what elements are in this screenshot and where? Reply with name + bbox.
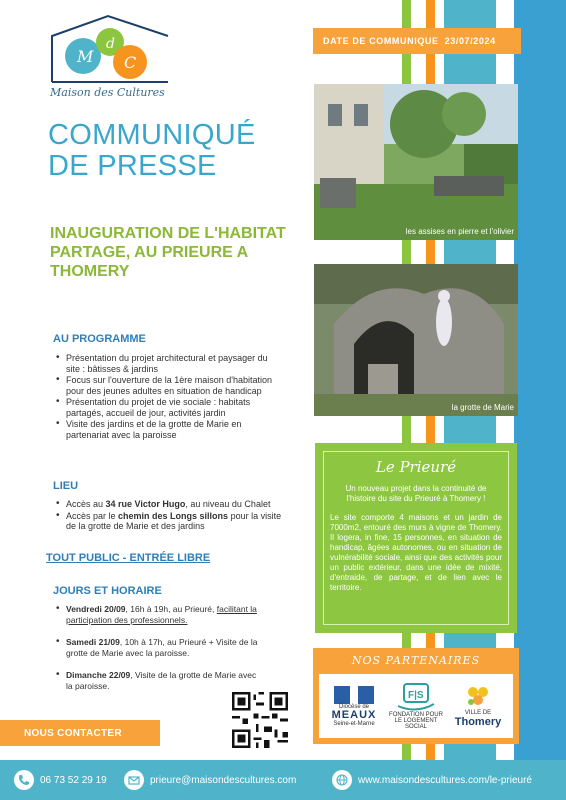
prieure-intro: Un nouveau projet dans la continuité de l'histoire du site du Prieuré à Thomery ! [345,484,487,503]
photo-garden [314,84,518,240]
logo-letter-c: C [124,53,137,72]
schedule-note: facilitant la participation des professionnels. [66,604,257,625]
lieu-item [54,511,286,532]
programme-item: • Présentation du projet de vie sociale : habitats partagés, accueil de jour, activités jardin [54,397,276,418]
diocese-name: MEAUX [331,708,377,721]
programme-heading: AU PROGRAMME [53,333,146,345]
page-title-line1: COMMUNIQUÉ [48,119,256,151]
prieure-title: Le Prieuré [375,458,457,476]
schedule-list [54,604,260,692]
lieu-address: 34 rue Victor Hugo [105,499,186,509]
logo-letter-m: M [77,47,94,66]
fondation-name: FONDATION POUR LE LOGEMENT SOCIAL [389,712,443,730]
photo-garden-caption: les assises en pierre et l'olivier [405,227,514,236]
partners-logos [319,674,513,738]
schedule-item [54,604,260,625]
lieu-item-text: pour la visite de la grotte de Marie et des jardins [66,510,282,531]
date-label: DATE DE COMMUNIQUE [323,36,439,46]
lieu-path: chemin des Longs sillons [118,510,229,521]
globe-icon [332,770,352,790]
diocese-mark-icon [334,686,374,704]
lieu-item-text: Accès par le [66,510,119,521]
prieure-info-inner [323,451,509,625]
footer-website-text: www.maisondescultures.com/le-prieuré [358,774,532,786]
schedule-heading: JOURS ET HORAIRE [53,585,162,597]
footer-phone-text: 06 73 52 29 19 [40,774,107,786]
ville-thomery-logo [448,678,508,734]
schedule-text: , Visite de la grotte de Marie avec la paroisse. [66,670,257,691]
schedule-text: , 16h à 19h, au Prieuré, [125,604,217,614]
garden-photo-image [314,84,518,240]
email-icon [124,770,144,790]
fondation-logement-logo [386,678,446,734]
date-banner [313,28,521,54]
lieu-item-text: Accès au [66,499,106,509]
lieu-list [54,499,286,533]
decor-stripe-blue [514,0,566,760]
programme-item: • Focus sur l'ouverture de la 1ère maison d'habitation pour des jeunes adultes en situation de handicap [54,375,276,396]
grotto-photo-image [314,264,518,416]
phone-icon [14,770,34,790]
grape-icon [463,684,493,710]
thomery-name: Thomery [454,716,502,728]
diocese-region: Seine-et-Marne [333,720,375,727]
contact-footer [0,760,566,800]
fondation-hand-icon [396,682,436,712]
diocese-meaux-logo [324,678,384,734]
schedule-day: Dimanche 22/09 [66,670,131,680]
prieure-info-box [315,443,517,633]
lieu-item [54,499,286,510]
prieure-description: Le site comporte 4 maisons et un jardin de 7000m2, entouré des murs à vigne de Thomery. Il logera, in fine, 15 personnes, en situation de handicap, âgées autonomes, ou en situation de vulnérabilité sociale, ainsi que des activités pour un public extérieur, dans une idée de mixité, d'entraide, de partage, et de lien avec le territoire. [330,513,502,592]
public-entry-label: TOUT PUBLIC - ENTRÉE LIBRE [46,552,211,564]
photo-grotto-caption: la grotte de Marie [451,403,514,412]
partners-title: NOS PARTENAIRES [351,654,481,667]
page-title [48,120,256,182]
photo-grotto [314,264,518,416]
footer-email-text: prieure@maisondescultures.com [150,774,297,786]
thomery-label: VILLE DE [464,710,492,716]
programme-item: • Visite des jardins et de la grotte de Marie en partenariat avec la paroisse [54,419,276,440]
schedule-text: , 10h à 17h, au Prieuré + Visite de la grotte de Marie avec la paroisse. [66,637,258,658]
schedule-item [54,637,260,658]
programme-list [54,353,276,441]
lieu-heading: LIEU [53,480,79,492]
partners-box [313,648,519,744]
footer-email[interactable] [124,770,332,790]
programme-item: • Présentation du projet architectural et paysager du site : bâtisses & jardins [54,353,276,374]
lieu-item-text: , au niveau du Chalet [185,499,271,509]
schedule-day: Samedi 21/09 [66,637,120,647]
qr-code-icon[interactable] [232,692,288,748]
footer-phone[interactable] [14,770,124,790]
contact-button[interactable]: NOUS CONTACTER [0,720,160,746]
footer-website[interactable] [332,770,532,790]
date-value: 23/07/2024 [444,36,496,46]
fondation-mark-text: F|S [408,690,424,701]
schedule-item [54,670,260,691]
logo-name: Maison des Cultures [50,86,165,99]
schedule-day: Vendredi 20/09 [66,604,126,614]
logo-letter-d: d [106,36,115,52]
page-title-line2: DE PRESSE [48,150,217,182]
diocese-label: Diocèse de [338,703,370,710]
event-subtitle: INAUGURATION DE L'HABITAT PARTAGE, AU PRIEURE A THOMERY [50,225,286,280]
